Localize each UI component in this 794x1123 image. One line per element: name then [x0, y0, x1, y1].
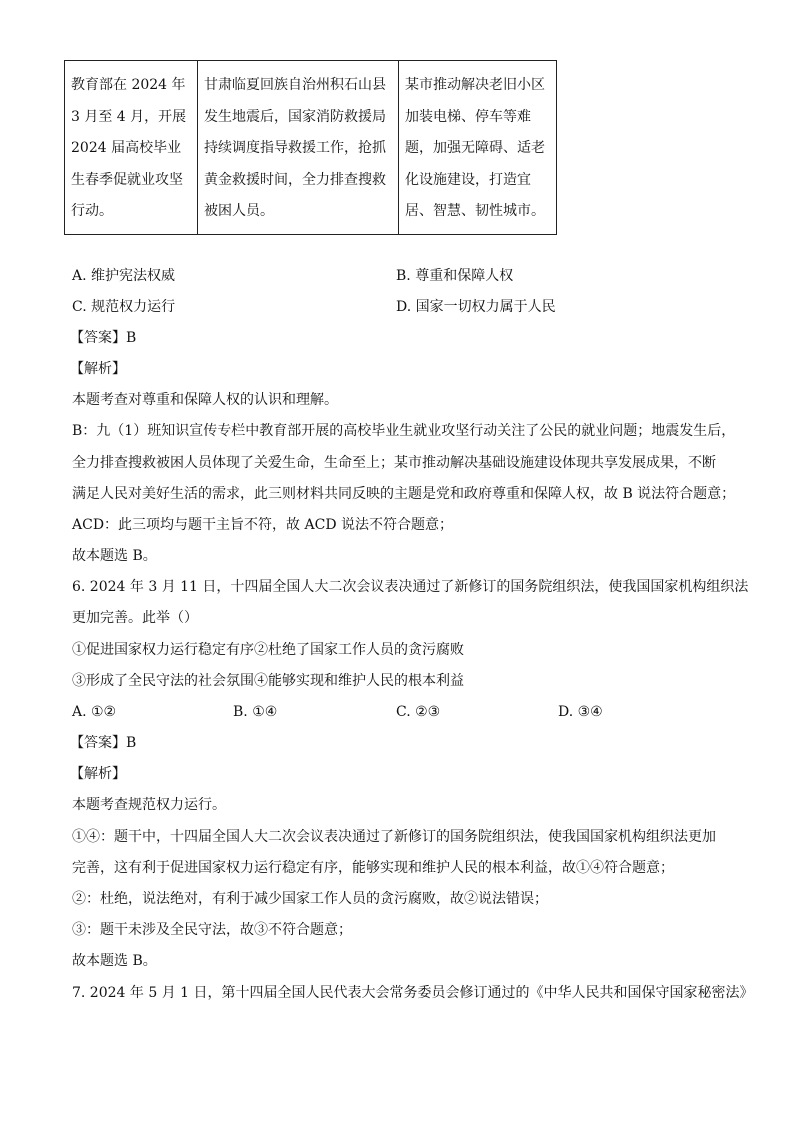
- q7-stem-line: 7. 2024 年 5 月 1 日，第十四届全国人民代表大会常务委员会修订通过的《中华人民共和国保守国家秘密法》: [72, 985, 754, 1001]
- q5-analysis-line: B：九（1）班知识宣传专栏中教育部开展的高校毕业生就业攻坚行动关注了公民的就业问题；地震发生后，: [72, 423, 736, 439]
- table-cell-employment: 教育部在 2024 年 3 月至 4 月，开展 2024 届高校毕业生春季促就业攻坚行动。: [65, 61, 198, 235]
- table-cell-urban-renewal: 某市推动解决老旧小区加装电梯、停车等难题，加强无障碍、适老化设施建设，打造宜居、智慧、韧性城市。: [399, 61, 557, 235]
- q5-analysis-line: 满足人民对美好生活的需求，此三则材料共同反映的主题是党和政府尊重和保障人权，故 B 说法符合题意；: [72, 486, 736, 502]
- table-row: [65, 61, 557, 235]
- q6-statement-line: ①促进国家权力运行稳定有序②杜绝了国家工作人员的贪污腐败: [72, 642, 464, 658]
- q6-analysis-line: 完善，这有利于促进国家权力运行稳定有序，能够实现和维护人民的根本利益，故①④符合题意；: [72, 860, 674, 876]
- q6-option-c: C. ②③: [396, 704, 441, 720]
- q6-stem-line: 6. 2024 年 3 月 11 日，十四届全国人大二次会议表决通过了新修订的国务院组织法，使我国国家机构组织法: [72, 579, 749, 595]
- q6-analysis-label: 【解析】: [70, 766, 126, 782]
- q6-option-b: B. ①④: [233, 704, 278, 720]
- q6-statement-line: ③形成了全民守法的社会氛围④能够实现和维护人民的根本利益: [72, 673, 464, 689]
- q6-analysis-line: 故本题选 B。: [72, 953, 157, 969]
- q6-stem-line: 更加完善。此举（）: [72, 610, 198, 626]
- q6-option-d: D. ③④: [558, 704, 603, 720]
- q5-analysis-line: 故本题选 B。: [72, 548, 157, 564]
- q6-analysis-line: 本题考查规范权力运行。: [72, 797, 226, 813]
- q5-analysis-line: 本题考查对尊重和保障人权的认识和理解。: [72, 392, 338, 408]
- table-cell-earthquake-rescue: 甘肃临夏回族自治州积石山县发生地震后，国家消防救援局持续调度指导救援工作，抢抓黄金救援时间，全力排查搜救被困人员。: [198, 61, 399, 235]
- q5-option-a: A. 维护宪法权威: [72, 268, 176, 284]
- q6-analysis-line: ①④：题干中，十四届全国人大二次会议表决通过了新修订的国务院组织法，使我国国家机构组织法更加: [72, 829, 716, 845]
- q6-analysis-line: ③：题干未涉及全民守法，故③不符合题意；: [72, 922, 352, 938]
- q5-option-c: C. 规范权力运行: [72, 299, 176, 315]
- q6-option-a: A. ①②: [72, 704, 117, 720]
- q5-analysis-line: 全力排查搜救被困人员体现了关爱生命，生命至上；某市推动解决基础设施建设体现共享发展成果，不断: [72, 455, 716, 471]
- q6-answer: 【答案】B: [70, 735, 137, 751]
- q6-analysis-line: ②：杜绝，说法绝对，有利于减少国家工作人员的贪污腐败，故②说法错误；: [72, 891, 548, 907]
- materials-table: [64, 60, 557, 235]
- q5-analysis-label: 【解析】: [70, 361, 126, 377]
- q5-analysis-line: ACD：此三项均与题干主旨不符，故 ACD 说法不符合题意；: [72, 517, 453, 533]
- q5-option-d: D. 国家一切权力属于人民: [396, 299, 556, 315]
- q5-answer: 【答案】B: [70, 330, 137, 346]
- q5-option-b: B. 尊重和保障人权: [396, 268, 514, 284]
